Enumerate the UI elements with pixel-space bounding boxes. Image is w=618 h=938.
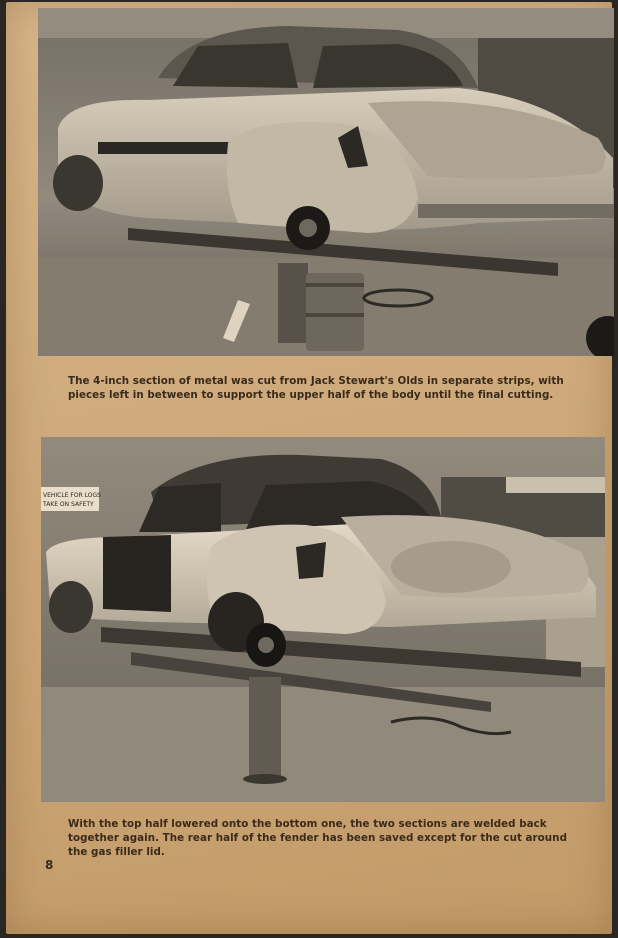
bottom-photo-caption: With the top half lowered onto the bottom one, the two sections are welded back together again. The rear half of the fender has been saved except for the cut around the gas filler lid. — [68, 818, 567, 858]
top-photo-image — [38, 8, 614, 356]
top-photo — [38, 8, 614, 356]
top-photo-caption: The 4-inch section of metal was cut from Jack Stewart's Olds in separate strips, with pieces left in between to support the upper half of the body until the final cutting. — [68, 375, 564, 401]
magazine-page — [6, 2, 612, 934]
bottom-photo — [41, 437, 605, 802]
bottom-photo-image — [41, 437, 605, 802]
svg-text:TAKE ON SAFETY: TAKE ON SAFETY — [43, 501, 94, 508]
page-number: 8 — [45, 858, 54, 872]
shop-sign-text: VEHICLE FOR LOGS — [43, 492, 101, 499]
